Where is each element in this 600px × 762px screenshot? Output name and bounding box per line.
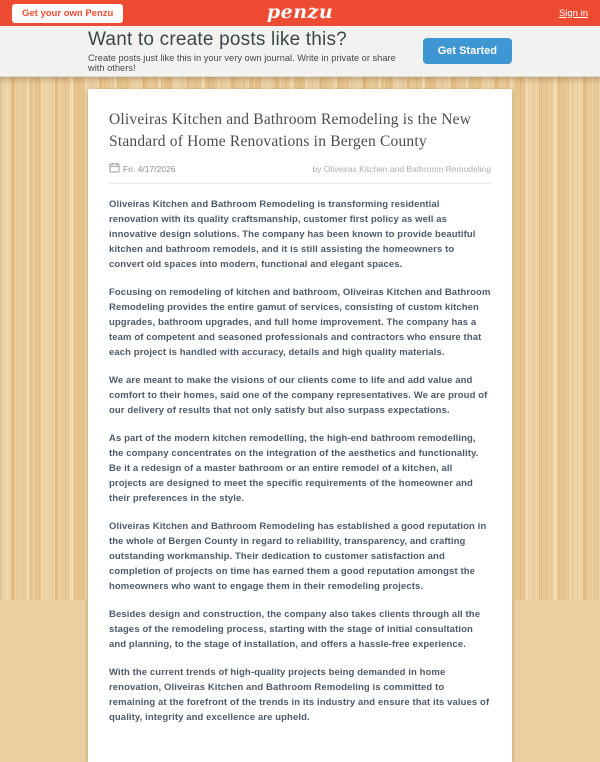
get-started-button[interactable]: Get Started — [423, 38, 512, 64]
paragraph: Focusing on remodeling of kitchen and bathroom, Oliveiras Kitchen and Bathroom Remodeling provides the entire gamut of services, consisting of custom kitchen upgrades, bathroom upgrades, and full home improvement. The company has a team of competent and seasoned professionals and contractors who ensure that each project is handled with accuracy, details and high quality materials. — [109, 287, 491, 358]
banner-text — [88, 29, 411, 73]
article-date: Fri. 4/17/2026 — [123, 163, 176, 174]
penzu-logo[interactable]: penzu — [266, 1, 334, 24]
paragraph: Oliveiras Kitchen and Bathroom Remodeling has established a good reputation in the whole of Bergen County in regard to reliability, transparency, and crafting outstanding workmanship. Their dedication to customer satisfaction and completion of projects on time has earned them a good reputation amongst the homeowners who want to engage them in their remodeling projects. — [109, 521, 487, 592]
paragraph: Besides design and construction, the company also takes clients through all the stages of the remodeling process, starting with the stage of initial consultation and planning, to the stage of installation, and offers a hassle-free experience. — [109, 609, 481, 650]
article-meta — [109, 162, 491, 175]
article-title: Oliveiras Kitchen and Bathroom Remodeling is the New Standard of Home Renovations in Bergen County — [109, 111, 472, 150]
article-body — [109, 197, 491, 725]
paragraph: Oliveiras Kitchen and Bathroom Remodeling is transforming residential renovation with its quality craftsmanship, customer first policy as well as innovative design solutions. The company has been known to provide beautiful kitchen and bathroom remodels, and it is still assisting the homeowners to convert old spaces into modern, functional and elegant spaces. — [109, 199, 476, 270]
get-your-own-penzu-button[interactable]: Get your own Penzu — [12, 4, 123, 23]
banner-subheading: Create posts just like this in your very own journal. Write in private or share with others! — [88, 52, 396, 73]
topbar — [0, 0, 600, 26]
article-date-wrap — [109, 162, 175, 175]
article-card — [88, 89, 512, 762]
paragraph: As part of the modern kitchen remodelling, the high-end bathroom remodelling, the company concentrates on the integration of the aesthetics and functionality. Be it a redesign of a master bathroom or an entire remodel of a kitchen, all projects are designed to meet the specific requirements of the homeowner and their preferences in the style. — [109, 433, 479, 504]
calendar-icon — [109, 162, 120, 175]
paragraph: With the current trends of high-quality projects being demanded in home renovation, Oliveiras Kitchen and Bathroom Remodeling is committed to remaining at the forefront of the trends in its industry and ensure that its values of quality, integrity and excellence are upheld. — [109, 667, 490, 723]
wood-background — [0, 77, 600, 723]
banner-heading: Want to create posts like this? — [88, 29, 347, 51]
meta-divider — [109, 183, 491, 184]
article-byline: by Oliveiras Kitchen and Bathroom Remodeling — [312, 163, 491, 174]
paragraph: We are meant to make the visions of our clients come to life and add value and comfort to their homes, said one of the company representatives. We are proud of our delivery of results that not only satisfy but also surpass expectations. — [109, 375, 488, 416]
promo-banner — [0, 26, 600, 77]
sign-in-link[interactable]: Sign in — [558, 7, 588, 19]
